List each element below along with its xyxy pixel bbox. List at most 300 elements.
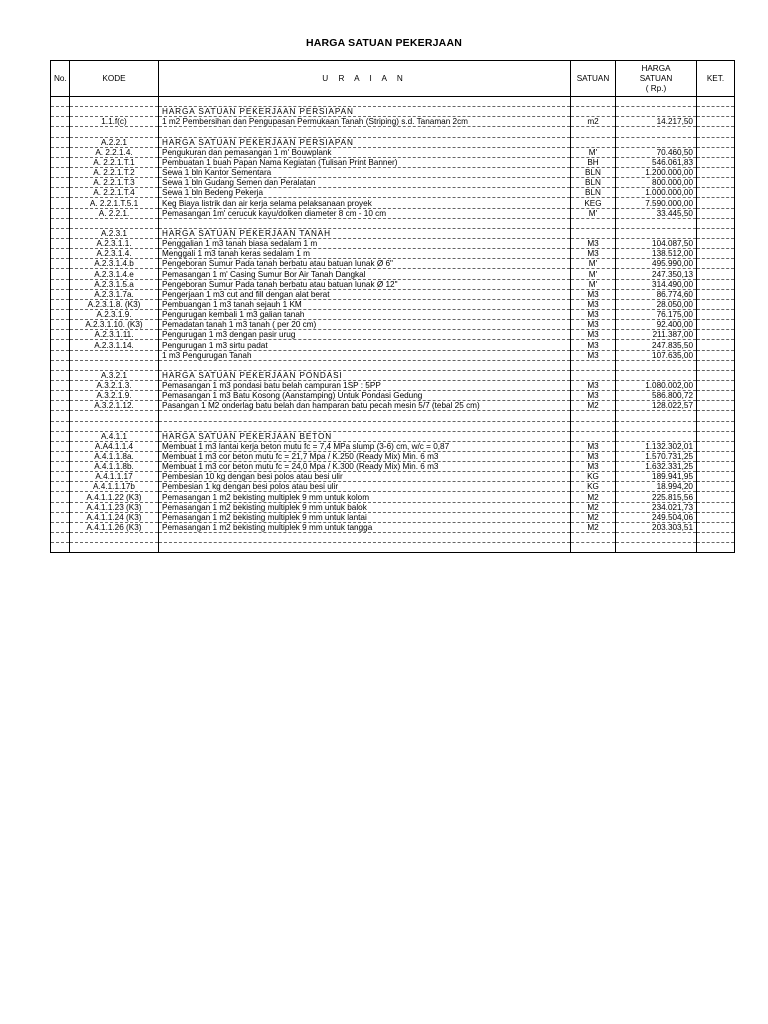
cell-satuan: M3	[571, 340, 616, 350]
table-row	[51, 462, 735, 472]
cell-satuan: M3	[571, 350, 616, 360]
cell-kode: A.3.2.1.12.	[70, 401, 159, 411]
cell-no	[51, 451, 70, 461]
section-row	[51, 431, 735, 441]
cell-satuan	[571, 127, 616, 137]
price-table	[50, 60, 735, 553]
cell-no	[51, 228, 70, 238]
cell-satuan: M3	[571, 249, 616, 259]
cell-satuan: M'	[571, 259, 616, 269]
cell-kode: 1.1.f(c)	[70, 117, 159, 127]
table-row	[51, 380, 735, 390]
cell-kode: A.2.3.1.10. (K3)	[70, 320, 159, 330]
cell-satuan	[571, 370, 616, 380]
cell-kode: A. 2.2.1.T.5.1	[70, 198, 159, 208]
spacer-row	[51, 533, 735, 543]
cell-uraian: Pemasangan 1 m2 bekisting multiplek 9 mm untuk lantai	[159, 512, 571, 522]
cell-harga	[616, 127, 697, 137]
cell-kode: A.4.1.1.17	[70, 472, 159, 482]
cell-no	[51, 421, 70, 431]
cell-harga: 314.490,00	[616, 279, 697, 289]
cell-ket	[697, 309, 735, 319]
cell-uraian: HARGA SATUAN PEKERJAAN TANAH	[159, 228, 571, 238]
cell-harga: 234.021,73	[616, 502, 697, 512]
table-row	[51, 441, 735, 451]
cell-no	[51, 127, 70, 137]
cell-satuan	[571, 97, 616, 107]
cell-ket	[697, 502, 735, 512]
cell-no	[51, 178, 70, 188]
cell-no	[51, 238, 70, 248]
cell-harga: 247.350,13	[616, 269, 697, 279]
cell-satuan: M3	[571, 289, 616, 299]
cell-satuan: BLN	[571, 188, 616, 198]
cell-ket	[697, 370, 735, 380]
cell-no	[51, 279, 70, 289]
cell-satuan: BH	[571, 157, 616, 167]
cell-harga: 225.815,56	[616, 492, 697, 502]
cell-kode: A. 2.2.1.T.3	[70, 178, 159, 188]
cell-uraian: Pemasangan 1 m3 Batu Kosong (Aanstamping) Untuk Pondasi Gedung	[159, 391, 571, 401]
cell-no	[51, 370, 70, 380]
cell-satuan: M3	[571, 462, 616, 472]
cell-no	[51, 218, 70, 228]
table-row	[51, 188, 735, 198]
header-no: No.	[51, 61, 70, 97]
cell-ket	[697, 259, 735, 269]
cell-harga: 1.570.731,25	[616, 451, 697, 461]
cell-uraian: HARGA SATUAN PEKERJAAN PERSIAPAN	[159, 107, 571, 117]
cell-harga: 86.774,60	[616, 289, 697, 299]
cell-kode	[70, 97, 159, 107]
cell-no	[51, 137, 70, 147]
cell-harga: 18.994,20	[616, 482, 697, 492]
cell-satuan: KG	[571, 482, 616, 492]
cell-satuan: M2	[571, 502, 616, 512]
cell-satuan: M3	[571, 238, 616, 248]
cell-uraian: Pengerjaan 1 m3 cut and fill dengan alat berat	[159, 289, 571, 299]
cell-no	[51, 147, 70, 157]
cell-harga: 92.400,00	[616, 320, 697, 330]
cell-uraian: Pembesian 10 kg dengan besi polos atau besi ulir	[159, 472, 571, 482]
cell-kode: A.4.1.1.22 (K3)	[70, 492, 159, 502]
cell-uraian: HARGA SATUAN PEKERJAAN BETON	[159, 431, 571, 441]
cell-no	[51, 269, 70, 279]
cell-satuan: M3	[571, 299, 616, 309]
cell-harga	[616, 360, 697, 370]
cell-no	[51, 482, 70, 492]
cell-ket	[697, 431, 735, 441]
cell-kode: A.2.3.1.8. (K3)	[70, 299, 159, 309]
cell-satuan	[571, 360, 616, 370]
header-harga-line1: HARGA	[641, 63, 671, 73]
cell-ket	[697, 482, 735, 492]
cell-kode: A.3.2.1.3.	[70, 380, 159, 390]
cell-satuan: M3	[571, 380, 616, 390]
cell-satuan: m2	[571, 117, 616, 127]
cell-no	[51, 97, 70, 107]
cell-uraian: HARGA SATUAN PEKERJAAN PONDASI	[159, 370, 571, 380]
cell-satuan: M'	[571, 279, 616, 289]
cell-satuan: M3	[571, 441, 616, 451]
cell-ket	[697, 188, 735, 198]
cell-uraian: Pembuatan 1 buah Papan Nama Kegiatan (Tulisan Print Banner)	[159, 157, 571, 167]
table-row	[51, 320, 735, 330]
header-ket: KET.	[697, 61, 735, 97]
cell-satuan: M3	[571, 330, 616, 340]
cell-uraian: HARGA SATUAN PEKERJAAN PERSIAPAN	[159, 137, 571, 147]
cell-harga: 104.087,50	[616, 238, 697, 248]
cell-harga	[616, 228, 697, 238]
section-row	[51, 228, 735, 238]
table-row	[51, 167, 735, 177]
table-row	[51, 147, 735, 157]
table-row	[51, 482, 735, 492]
cell-harga: 28.050,00	[616, 299, 697, 309]
spacer-row	[51, 421, 735, 431]
cell-no	[51, 320, 70, 330]
cell-harga: 247.835,50	[616, 340, 697, 350]
cell-kode: A. 2.2.1.T.1	[70, 157, 159, 167]
cell-satuan: M2	[571, 492, 616, 502]
header-kode: KODE	[70, 61, 159, 97]
cell-harga: 76.175,00	[616, 309, 697, 319]
cell-harga: 107.635,00	[616, 350, 697, 360]
cell-ket	[697, 391, 735, 401]
header-row	[51, 61, 735, 97]
cell-harga	[616, 421, 697, 431]
cell-satuan	[571, 431, 616, 441]
cell-satuan: M2	[571, 401, 616, 411]
cell-no	[51, 299, 70, 309]
spacer-row	[51, 97, 735, 107]
cell-harga: 1.200.000,00	[616, 167, 697, 177]
cell-uraian: Pemasangan 1m' cerucuk kayu/dolken diameter 8 cm - 10 cm	[159, 208, 571, 218]
cell-kode: A.4.1.1.23 (K3)	[70, 502, 159, 512]
cell-satuan: BLN	[571, 178, 616, 188]
cell-harga: 1.632.331,25	[616, 462, 697, 472]
cell-no	[51, 522, 70, 532]
cell-ket	[697, 228, 735, 238]
cell-uraian: Pemasangan 1 m3 pondasi batu belah campuran 1SP : 5PP	[159, 380, 571, 390]
cell-kode: A.3.2.1	[70, 370, 159, 380]
header-harga-satuan	[616, 61, 697, 97]
cell-no	[51, 259, 70, 269]
cell-ket	[697, 451, 735, 461]
cell-uraian: 1 m2 Pembersihan dan Pengupasan Permukaan Tanah (Striping) s.d. Tanaman 2cm	[159, 117, 571, 127]
cell-harga: 7.590.000,00	[616, 198, 697, 208]
cell-no	[51, 411, 70, 421]
cell-ket	[697, 543, 735, 553]
cell-uraian: Sewa 1 bln Gudang Semen dan Peralatan	[159, 178, 571, 188]
cell-no	[51, 167, 70, 177]
cell-no	[51, 380, 70, 390]
cell-kode: A.2.3.1.4.e	[70, 269, 159, 279]
cell-harga: 211.387,00	[616, 330, 697, 340]
cell-ket	[697, 127, 735, 137]
cell-uraian	[159, 97, 571, 107]
cell-ket	[697, 218, 735, 228]
header-harga-line3: ( Rp.)	[645, 83, 667, 93]
cell-ket	[697, 320, 735, 330]
cell-no	[51, 533, 70, 543]
cell-ket	[697, 401, 735, 411]
cell-uraian: Pengeboran Sumur Pada tanah berbatu atau batuan lunak Ø 12"	[159, 279, 571, 289]
table-row	[51, 522, 735, 532]
cell-uraian: Membuat 1 m3 cor beton mutu fc = 24,0 Mpa / K.300 (Ready Mix) Min. 6 m3	[159, 462, 571, 472]
header-harga-line2: SATUAN	[639, 73, 673, 83]
cell-kode: A.3.2.1.9.	[70, 391, 159, 401]
cell-harga	[616, 543, 697, 553]
cell-uraian: Menggali 1 m3 tanah keras sedalam 1 m	[159, 249, 571, 259]
cell-kode: A. 2.2.1.T.4	[70, 188, 159, 198]
cell-ket	[697, 512, 735, 522]
cell-no	[51, 188, 70, 198]
table-row	[51, 198, 735, 208]
cell-no	[51, 441, 70, 451]
cell-uraian	[159, 360, 571, 370]
table-row	[51, 249, 735, 259]
cell-uraian	[159, 411, 571, 421]
cell-no	[51, 472, 70, 482]
cell-ket	[697, 350, 735, 360]
cell-ket	[697, 279, 735, 289]
cell-uraian	[159, 218, 571, 228]
cell-uraian: Pengukuran dan pemasangan 1 m' Bouwplank	[159, 147, 571, 157]
cell-ket	[697, 421, 735, 431]
table-row	[51, 492, 735, 502]
cell-ket	[697, 137, 735, 147]
cell-ket	[697, 360, 735, 370]
cell-satuan: M3	[571, 309, 616, 319]
cell-harga: 586.800,72	[616, 391, 697, 401]
cell-kode	[70, 107, 159, 117]
section-row	[51, 137, 735, 147]
cell-kode: A. 2.2.1.	[70, 208, 159, 218]
cell-ket	[697, 238, 735, 248]
cell-harga	[616, 533, 697, 543]
cell-kode	[70, 350, 159, 360]
cell-harga: 189.941,95	[616, 472, 697, 482]
cell-satuan: M3	[571, 451, 616, 461]
cell-harga: 495.990,00	[616, 259, 697, 269]
table-row	[51, 340, 735, 350]
cell-harga: 138.512,00	[616, 249, 697, 259]
cell-no	[51, 340, 70, 350]
cell-ket	[697, 198, 735, 208]
cell-satuan: M2	[571, 522, 616, 532]
table-row	[51, 117, 735, 127]
cell-no	[51, 462, 70, 472]
table-row	[51, 391, 735, 401]
cell-kode	[70, 411, 159, 421]
table-row	[51, 309, 735, 319]
cell-no	[51, 289, 70, 299]
spacer-row	[51, 127, 735, 137]
cell-kode: A. 2.2.1.4.	[70, 147, 159, 157]
cell-harga: 128.022,57	[616, 401, 697, 411]
cell-satuan: M'	[571, 208, 616, 218]
cell-no	[51, 309, 70, 319]
cell-uraian	[159, 533, 571, 543]
cell-no	[51, 249, 70, 259]
cell-ket	[697, 330, 735, 340]
cell-harga: 1.000.000,00	[616, 188, 697, 198]
cell-uraian: Pemasangan 1 m2 bekisting multiplek 9 mm untuk balok	[159, 502, 571, 512]
cell-kode: A.4.1.1.8a.	[70, 451, 159, 461]
table-row	[51, 299, 735, 309]
cell-no	[51, 543, 70, 553]
cell-kode: A.4.1.1.24 (K3)	[70, 512, 159, 522]
cell-kode: A.2.2.1	[70, 137, 159, 147]
cell-kode: A.2.3.1.14.	[70, 340, 159, 350]
cell-ket	[697, 492, 735, 502]
spacer-row	[51, 543, 735, 553]
table-row	[51, 350, 735, 360]
cell-kode: A.4.1.1	[70, 431, 159, 441]
cell-ket	[697, 441, 735, 451]
table-row	[51, 401, 735, 411]
cell-no	[51, 401, 70, 411]
table-row	[51, 178, 735, 188]
cell-no	[51, 431, 70, 441]
cell-ket	[697, 107, 735, 117]
cell-harga: 800.000,00	[616, 178, 697, 188]
cell-kode: A.A4.1.1.4	[70, 441, 159, 451]
cell-kode: A.2.3.1.4.	[70, 249, 159, 259]
cell-kode: A.2.3.1.5.a	[70, 279, 159, 289]
cell-satuan	[571, 107, 616, 117]
cell-no	[51, 117, 70, 127]
cell-uraian	[159, 127, 571, 137]
cell-uraian: Pembesian 1 kg dengan besi polos atau besi ulir	[159, 482, 571, 492]
cell-ket	[697, 299, 735, 309]
spacer-row	[51, 360, 735, 370]
table-row	[51, 330, 735, 340]
cell-satuan: KEG	[571, 198, 616, 208]
cell-satuan: M2	[571, 512, 616, 522]
cell-kode	[70, 360, 159, 370]
cell-ket	[697, 462, 735, 472]
cell-satuan	[571, 228, 616, 238]
cell-satuan: M3	[571, 391, 616, 401]
cell-kode	[70, 218, 159, 228]
cell-kode: A.2.3.1.7a.	[70, 289, 159, 299]
section-row	[51, 370, 735, 380]
cell-ket	[697, 269, 735, 279]
cell-harga: 1.080.002,00	[616, 380, 697, 390]
table-row	[51, 451, 735, 461]
cell-satuan: BLN	[571, 167, 616, 177]
cell-no	[51, 492, 70, 502]
cell-harga: 33.445,50	[616, 208, 697, 218]
cell-uraian: Pengurugan 1 m3 dengan pasir urug	[159, 330, 571, 340]
table-body	[51, 97, 735, 553]
cell-ket	[697, 117, 735, 127]
cell-harga	[616, 370, 697, 380]
header-uraian: U R A I A N	[159, 61, 571, 97]
cell-no	[51, 502, 70, 512]
cell-ket	[697, 97, 735, 107]
cell-ket	[697, 380, 735, 390]
cell-satuan: M'	[571, 147, 616, 157]
cell-satuan	[571, 411, 616, 421]
cell-uraian: Pasangan 1 M2 onderlag batu belah dan hamparan batu pecah mesin 5/7 (tebal 25 cm)	[159, 401, 571, 411]
cell-satuan: M3	[571, 320, 616, 330]
cell-satuan	[571, 218, 616, 228]
table-row	[51, 157, 735, 167]
cell-harga: 249.504,06	[616, 512, 697, 522]
cell-uraian: Pemasangan 1 m2 bekisting multiplek 9 mm untuk tangga	[159, 522, 571, 532]
cell-uraian: Pembuangan 1 m3 tanah sejauh 1 KM	[159, 299, 571, 309]
cell-no	[51, 360, 70, 370]
cell-kode: A.2.3.1.11.	[70, 330, 159, 340]
cell-satuan	[571, 421, 616, 431]
cell-satuan	[571, 533, 616, 543]
cell-harga: 546.061,83	[616, 157, 697, 167]
cell-uraian: Pengurugan kembali 1 m3 galian tanah	[159, 309, 571, 319]
cell-kode: A.2.3.1	[70, 228, 159, 238]
cell-no	[51, 208, 70, 218]
cell-kode: A. 2.2.1.T.2	[70, 167, 159, 177]
cell-uraian: Penggalian 1 m3 tanah biasa sedalam 1 m	[159, 238, 571, 248]
cell-harga: 70.460,50	[616, 147, 697, 157]
cell-uraian: Sewa 1 bln Kantor Sementara	[159, 167, 571, 177]
cell-harga: 14.217,50	[616, 117, 697, 127]
cell-ket	[697, 178, 735, 188]
table-row	[51, 472, 735, 482]
cell-no	[51, 330, 70, 340]
cell-kode: A.4.1.1.8b.	[70, 462, 159, 472]
cell-kode	[70, 421, 159, 431]
cell-uraian: Membuat 1 m3 lantai kerja beton mutu fc = 7,4 MPa slump (3-6) cm, w/c = 0,87	[159, 441, 571, 451]
cell-uraian: 1 m3 Pengurugan Tanah	[159, 350, 571, 360]
cell-harga	[616, 107, 697, 117]
cell-harga: 1.132.302,01	[616, 441, 697, 451]
cell-uraian	[159, 543, 571, 553]
cell-satuan: KG	[571, 472, 616, 482]
cell-harga	[616, 218, 697, 228]
cell-no	[51, 198, 70, 208]
cell-uraian: Pemadatan tanah 1 m3 tanah ( per 20 cm)	[159, 320, 571, 330]
table-row	[51, 269, 735, 279]
cell-no	[51, 391, 70, 401]
cell-satuan	[571, 543, 616, 553]
cell-kode	[70, 533, 159, 543]
cell-no	[51, 157, 70, 167]
cell-harga	[616, 411, 697, 421]
cell-kode: A.2.3.1.4.b	[70, 259, 159, 269]
cell-kode: A.2.3.1.9.	[70, 309, 159, 319]
cell-kode	[70, 543, 159, 553]
cell-kode	[70, 127, 159, 137]
cell-uraian	[159, 421, 571, 431]
cell-harga	[616, 97, 697, 107]
cell-satuan	[571, 137, 616, 147]
cell-ket	[697, 522, 735, 532]
table-row	[51, 289, 735, 299]
table-row	[51, 259, 735, 269]
cell-no	[51, 512, 70, 522]
table-row	[51, 502, 735, 512]
cell-harga: 203.303,51	[616, 522, 697, 532]
table-row	[51, 512, 735, 522]
cell-kode: A.4.1.1.26 (K3)	[70, 522, 159, 532]
cell-ket	[697, 533, 735, 543]
cell-ket	[697, 157, 735, 167]
section-row	[51, 107, 735, 117]
page-title: HARGA SATUAN PEKERJAAN	[305, 37, 463, 49]
